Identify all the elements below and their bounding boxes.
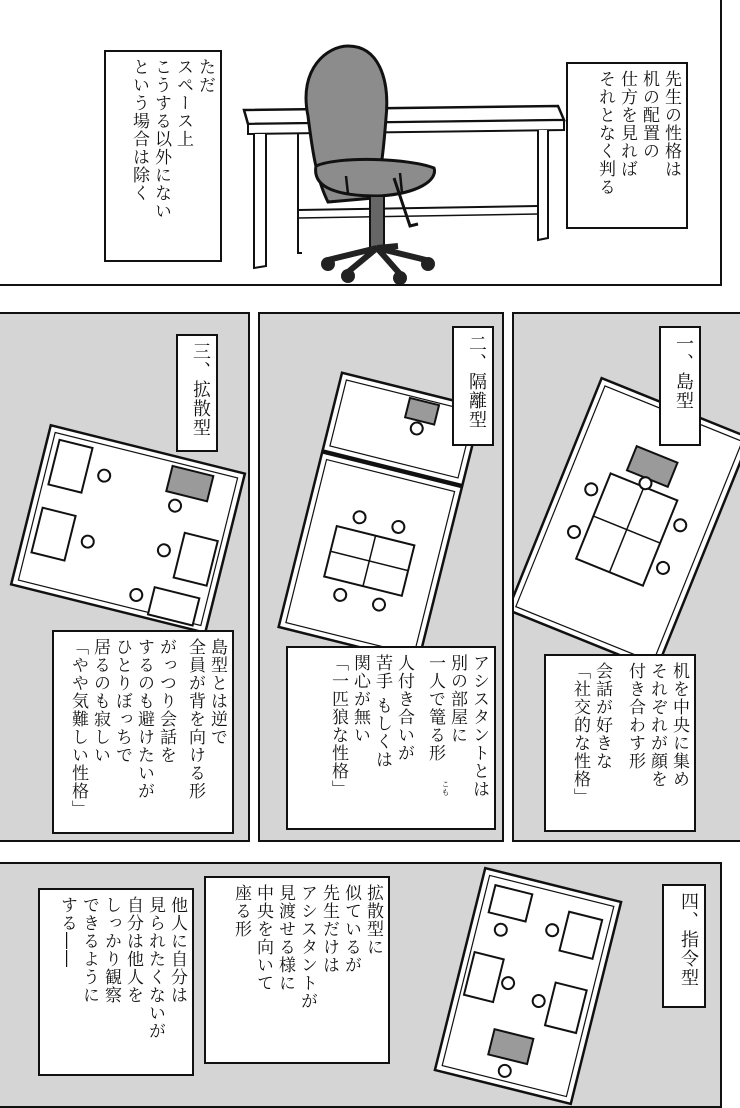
caption-line: 付き合わす形 xyxy=(625,662,645,770)
panel-isolation-type xyxy=(258,312,504,842)
title-text: 三、拡散型 xyxy=(190,342,211,437)
caption-line: 拡散型に xyxy=(363,884,383,956)
caption-line: アシスタントが xyxy=(297,884,317,1010)
caption-line: しっかり観察 xyxy=(101,896,121,1004)
caption-line: 机を中央に集め xyxy=(669,662,689,788)
caption-line: 先生だけは xyxy=(319,884,339,974)
caption-line: 先生の性格は xyxy=(661,70,681,178)
caption-line: それぞれが顔を xyxy=(647,662,667,788)
caption-line: ただ xyxy=(195,58,215,94)
caption-line: 居るのも寂しい xyxy=(90,638,110,764)
caption-line: 「社交的な性格」 xyxy=(570,662,590,806)
caption-line: 見渡せる様に xyxy=(275,884,295,992)
panel-diffusion-type xyxy=(0,312,250,842)
title-text: 二、隔離型 xyxy=(466,334,487,429)
title-text: 四、指令型 xyxy=(678,892,699,987)
caption-intro xyxy=(566,62,688,229)
diffusion-type-title xyxy=(176,334,218,452)
caption-line: こうする以外にない xyxy=(151,58,171,220)
caption-line: するのも避けたいが xyxy=(134,638,154,800)
isolation-type-caption xyxy=(286,646,496,830)
caption-line: 苦手 もしくは xyxy=(372,654,392,769)
isolation-type-title xyxy=(452,326,494,446)
caption-line: 関心が無い xyxy=(350,654,370,744)
caption-line: 「一匹狼な性格」 xyxy=(328,654,348,798)
caption-line: 似ているが xyxy=(341,884,361,974)
caption-line: アシスタントとは xyxy=(469,654,489,798)
caption-line: 机の配置の xyxy=(639,70,659,160)
caption-line: ひとりぼっちで xyxy=(112,638,132,764)
caption-line: 会話が好きな xyxy=(592,662,612,770)
caption-line: する―― xyxy=(57,896,77,968)
island-type-title xyxy=(659,326,701,446)
caption-line: それとなく判る xyxy=(595,70,615,196)
caption-line: 一人で篭る形 xyxy=(425,654,445,762)
diffusion-type-caption xyxy=(52,630,234,834)
command-type-title xyxy=(662,884,706,1008)
panel-island-type xyxy=(512,312,740,842)
caption-line: 別の部屋に xyxy=(447,654,467,744)
ruby-komo: こも xyxy=(441,780,450,796)
command-type-caption-observe xyxy=(38,888,194,1076)
panel-command-type xyxy=(0,862,722,1108)
command-type-caption-main xyxy=(204,876,390,1064)
spacer xyxy=(613,662,623,824)
spacer xyxy=(177,638,183,826)
caption-line: 島型とは逆で xyxy=(207,638,227,746)
title-text: 一、島型 xyxy=(673,334,694,410)
caption-line: 座る形 xyxy=(231,884,251,938)
caption-exception xyxy=(104,50,222,262)
caption-line: スペース上 xyxy=(173,58,193,148)
panel-desk-chair xyxy=(0,0,722,286)
caption-line: 他人に自分は xyxy=(167,896,187,1004)
caption-line: できるように xyxy=(79,896,99,1004)
island-type-caption xyxy=(544,654,696,832)
caption-line: という場合は除く xyxy=(129,58,149,202)
caption-line: 仕方を見れば xyxy=(617,70,637,178)
caption-line: がっつり会話を xyxy=(156,638,176,764)
caption-line: 見られたくないが xyxy=(145,896,165,1040)
spacer xyxy=(415,654,423,822)
caption-line: 「やや気難しい性格」 xyxy=(68,638,88,818)
caption-line: 全員が背を向ける形 xyxy=(185,638,205,800)
caption-line: 中央を向いて xyxy=(253,884,273,992)
caption-line: 人付き合いが xyxy=(394,654,414,762)
caption-line: 自分は他人を xyxy=(123,896,143,1004)
